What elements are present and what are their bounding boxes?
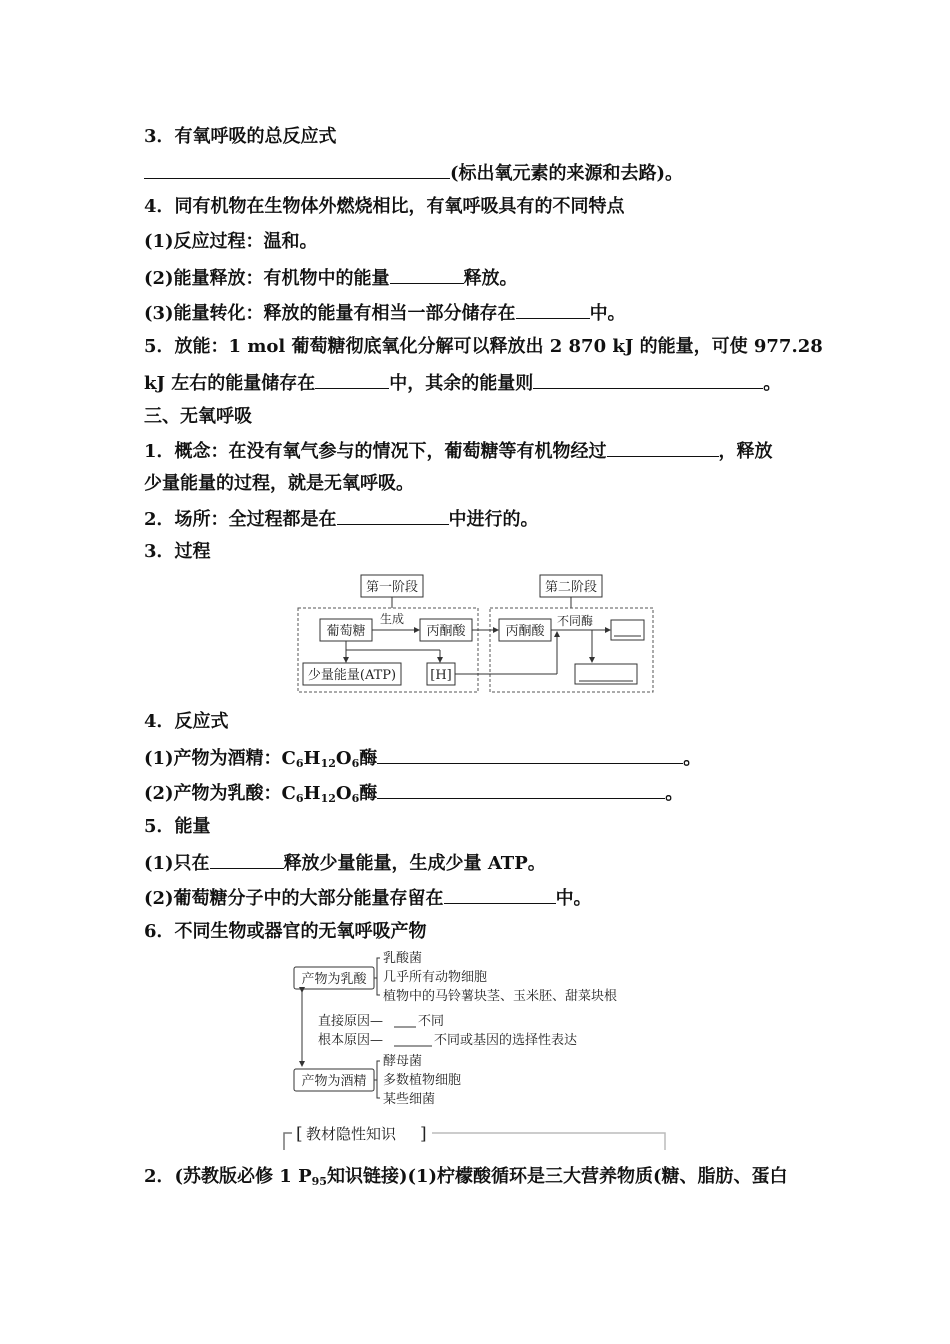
text: 中。 <box>555 888 592 909</box>
text: 酶 <box>359 748 378 769</box>
text: (1)只在 <box>144 853 210 874</box>
equation-alcohol <box>144 745 701 776</box>
feature-3 <box>144 300 626 326</box>
equation-lactic <box>144 780 683 811</box>
text: (3)能量转化：释放的能量有相当一部分储存在 <box>144 303 516 324</box>
fill-blank[interactable] <box>315 370 389 389</box>
aerobic-equation-line <box>144 160 683 186</box>
subscript: 6 <box>295 792 304 805</box>
banner-frame <box>284 1133 292 1150</box>
lactic-item-1: 乳酸菌 <box>383 951 423 966</box>
text: 。 <box>665 783 684 804</box>
energy-1 <box>144 850 546 876</box>
glucose-label: 葡萄糖 <box>326 624 366 639</box>
stage1-label: 第一阶段 <box>365 580 419 595</box>
text: 中，其余的能量则 <box>389 373 534 394</box>
feature-1: (1)反应过程：温和。 <box>144 231 318 252</box>
fill-blank[interactable] <box>607 438 719 457</box>
concept <box>144 438 773 464</box>
energy-release: 5．放能：1 mol 葡萄糖彻底氧化分解可以释放出 2 870 kJ 的能量，可使 977.28 <box>144 336 823 357</box>
fill-blank[interactable] <box>390 265 464 284</box>
feature-2 <box>144 265 518 291</box>
fill-blank[interactable] <box>377 745 683 764</box>
process-diagram <box>295 570 660 698</box>
heading-equations: 4．反应式 <box>144 711 229 732</box>
products-diagram <box>290 948 670 1112</box>
fill-blank[interactable] <box>533 370 763 389</box>
subscript: 6 <box>351 792 360 805</box>
lactic-item-3: 植物中的马铃薯块茎、玉米胚、甜菜块根 <box>383 989 618 1004</box>
root-tail: 不同或基因的选择性表达 <box>434 1033 578 1048</box>
text: kJ 左右的能量储存在 <box>144 373 316 394</box>
root-cause: 根本原因— <box>318 1033 384 1048</box>
heading-aerobic-equation: 3．有氧呼吸的总反应式 <box>144 126 337 147</box>
subscript: 6 <box>295 757 304 770</box>
produce-label: 生成 <box>379 612 405 626</box>
bracket-left: [ <box>296 1124 303 1144</box>
alcohol-box-label: 产物为酒精 <box>301 1074 367 1089</box>
subscript: 95 <box>311 1175 327 1188</box>
fill-blank[interactable] <box>377 780 665 799</box>
heading-process: 3．过程 <box>144 541 211 562</box>
alcohol-item-2: 多数植物细胞 <box>383 1073 462 1088</box>
subscript: 12 <box>320 792 336 805</box>
text: H <box>303 783 321 804</box>
fill-blank[interactable] <box>337 506 449 525</box>
subscript: 12 <box>320 757 336 770</box>
brace <box>374 1061 380 1098</box>
banner-frame <box>432 1133 665 1150</box>
fill-blank[interactable] <box>444 885 556 904</box>
text: 释放。 <box>463 268 518 289</box>
heading-energy: 5．能量 <box>144 816 211 837</box>
text: 2．场所：全过程都是在 <box>144 509 337 530</box>
text: 酶 <box>359 783 378 804</box>
text: 。 <box>683 748 702 769</box>
lactic-box-label: 产物为乳酸 <box>301 972 367 987</box>
text: 。 <box>763 373 782 394</box>
text: H <box>303 748 321 769</box>
bracket-right: ] <box>420 1124 427 1144</box>
text: O <box>335 748 352 769</box>
text: (1)产物为酒精：C <box>144 748 296 769</box>
lactic-item-2: 几乎所有动物细胞 <box>383 970 488 985</box>
brace <box>374 958 380 995</box>
fill-blank[interactable] <box>516 300 590 319</box>
alcohol-item-3: 某些细菌 <box>383 1092 436 1107</box>
location <box>144 506 539 532</box>
stage2-label: 第二阶段 <box>544 580 598 595</box>
text: (标出氧元素的来源和去路)。 <box>450 163 684 184</box>
pyruvate2-label: 丙酮酸 <box>505 624 545 639</box>
heading-products: 6．不同生物或器官的无氧呼吸产物 <box>144 921 427 942</box>
fill-blank[interactable] <box>210 850 284 869</box>
text: 中进行的。 <box>448 509 539 530</box>
pyruvate1-label: 丙酮酸 <box>426 624 466 639</box>
subscript: 6 <box>351 757 360 770</box>
direct-cause: 直接原因— <box>318 1014 384 1029</box>
text: (2)产物为乳酸：C <box>144 783 296 804</box>
supplement-line <box>144 1165 788 1194</box>
product-box-1 <box>611 620 644 640</box>
text: 2．(苏教版必修 1 P <box>144 1166 312 1187</box>
energy-release-cont <box>144 370 781 396</box>
alcohol-item-1: 酵母菌 <box>383 1054 423 1069</box>
text: ，释放 <box>718 441 773 462</box>
banner-title: 教材隐性知识 <box>306 1125 397 1143</box>
energy-2 <box>144 885 592 911</box>
heading-features: 4．同有机物在生物体外燃烧相比，有氧呼吸具有的不同特点 <box>144 196 625 217</box>
text: O <box>335 783 352 804</box>
text: (2)葡萄糖分子中的大部分能量存留在 <box>144 888 444 909</box>
section-anaerobic: 三、无氧呼吸 <box>144 406 252 427</box>
atp-label: 少量能量(ATP) <box>307 668 397 683</box>
text: 中。 <box>589 303 626 324</box>
direct-tail: 不同 <box>418 1014 445 1029</box>
concept-cont: 少量能量的过程，就是无氧呼吸。 <box>144 473 414 494</box>
knowledge-banner <box>280 1120 672 1154</box>
h-label: [H] <box>430 668 452 683</box>
text: 知识链接)(1)柠檬酸循环是三大营养物质(糖、脂肪、蛋白 <box>326 1166 788 1187</box>
text: (2)能量释放：有机物中的能量 <box>144 268 390 289</box>
fill-blank[interactable] <box>144 160 450 179</box>
text: 释放少量能量，生成少量 ATP。 <box>283 853 546 874</box>
text: 1．概念：在没有氧气参与的情况下，葡萄糖等有机物经过 <box>144 441 607 462</box>
enzyme-label: 不同酶 <box>556 614 594 628</box>
